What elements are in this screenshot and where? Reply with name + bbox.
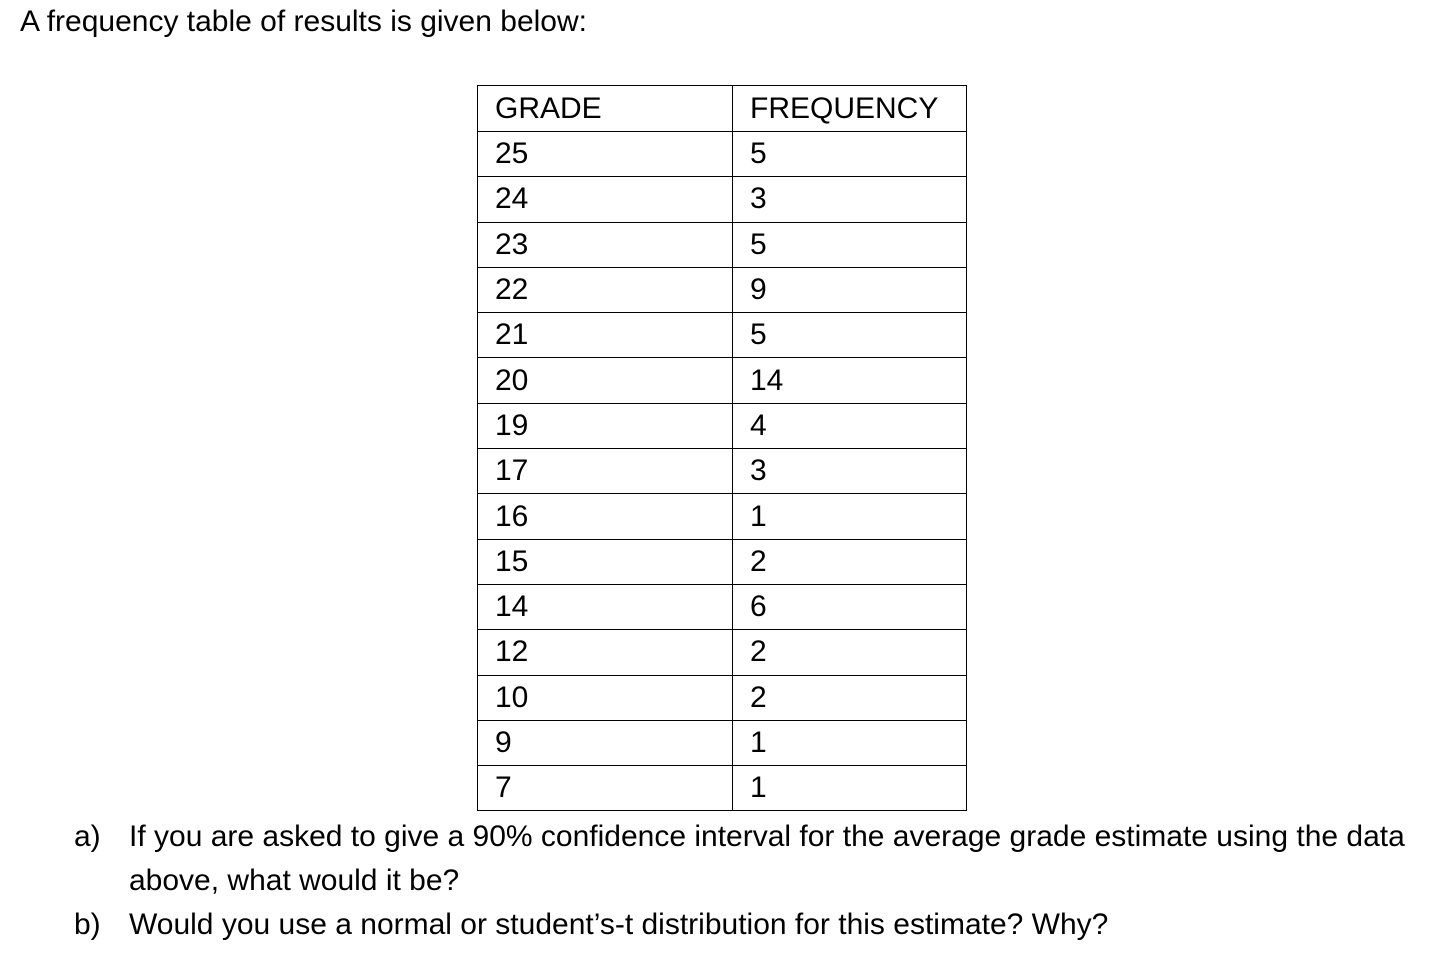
table-row <box>478 358 967 403</box>
grade-column-header: GRADE <box>478 86 733 132</box>
grade-cell: 16 <box>478 494 733 539</box>
frequency-cell: 5 <box>733 222 967 267</box>
question-a-letter: a) <box>74 820 101 853</box>
frequency-cell: 5 <box>733 132 967 177</box>
grade-cell: 22 <box>478 267 733 312</box>
grade-cell: 23 <box>478 222 733 267</box>
frequency-cell: 3 <box>733 449 967 494</box>
question-a-text: If you are asked to give a 90% confidence interval for the average grade estimate using the data above, what would it be? <box>129 820 1405 897</box>
table-row <box>478 630 967 675</box>
table-row <box>478 313 967 358</box>
frequency-cell: 3 <box>733 177 967 222</box>
table-body <box>478 132 967 811</box>
intro-text: A frequency table of results is given below: <box>20 5 587 38</box>
table-row <box>478 720 967 765</box>
frequency-cell: 14 <box>733 358 967 403</box>
frequency-column-header: FREQUENCY <box>733 86 967 132</box>
grade-cell: 24 <box>478 177 733 222</box>
frequency-cell: 2 <box>733 675 967 720</box>
question-b-letter: b) <box>74 908 101 941</box>
table-row <box>478 222 967 267</box>
grade-cell: 14 <box>478 584 733 629</box>
grade-cell: 19 <box>478 403 733 448</box>
grade-cell: 21 <box>478 313 733 358</box>
table-row <box>478 584 967 629</box>
frequency-table <box>477 85 967 811</box>
grade-cell: 12 <box>478 630 733 675</box>
question-b-text: Would you use a normal or student’s-t distribution for this estimate? Why? <box>129 908 1109 941</box>
table-row <box>478 177 967 222</box>
table-row <box>478 267 967 312</box>
table-row <box>478 132 967 177</box>
grade-cell: 15 <box>478 539 733 584</box>
frequency-cell: 6 <box>733 584 967 629</box>
grade-cell: 7 <box>478 766 733 811</box>
frequency-cell: 2 <box>733 630 967 675</box>
table-row <box>478 494 967 539</box>
grade-cell: 9 <box>478 720 733 765</box>
table-row <box>478 675 967 720</box>
frequency-cell: 1 <box>733 494 967 539</box>
grade-cell: 20 <box>478 358 733 403</box>
frequency-cell: 1 <box>733 766 967 811</box>
table-row <box>478 539 967 584</box>
table-row <box>478 766 967 811</box>
frequency-cell: 1 <box>733 720 967 765</box>
question-b <box>74 903 1414 947</box>
frequency-cell: 5 <box>733 313 967 358</box>
question-list <box>74 815 1414 947</box>
table-header-row <box>478 86 967 132</box>
table-row <box>478 403 967 448</box>
grade-cell: 17 <box>478 449 733 494</box>
grade-cell: 25 <box>478 132 733 177</box>
grade-cell: 10 <box>478 675 733 720</box>
question-a <box>74 815 1414 903</box>
table-row <box>478 449 967 494</box>
frequency-cell: 2 <box>733 539 967 584</box>
frequency-cell: 4 <box>733 403 967 448</box>
frequency-cell: 9 <box>733 267 967 312</box>
